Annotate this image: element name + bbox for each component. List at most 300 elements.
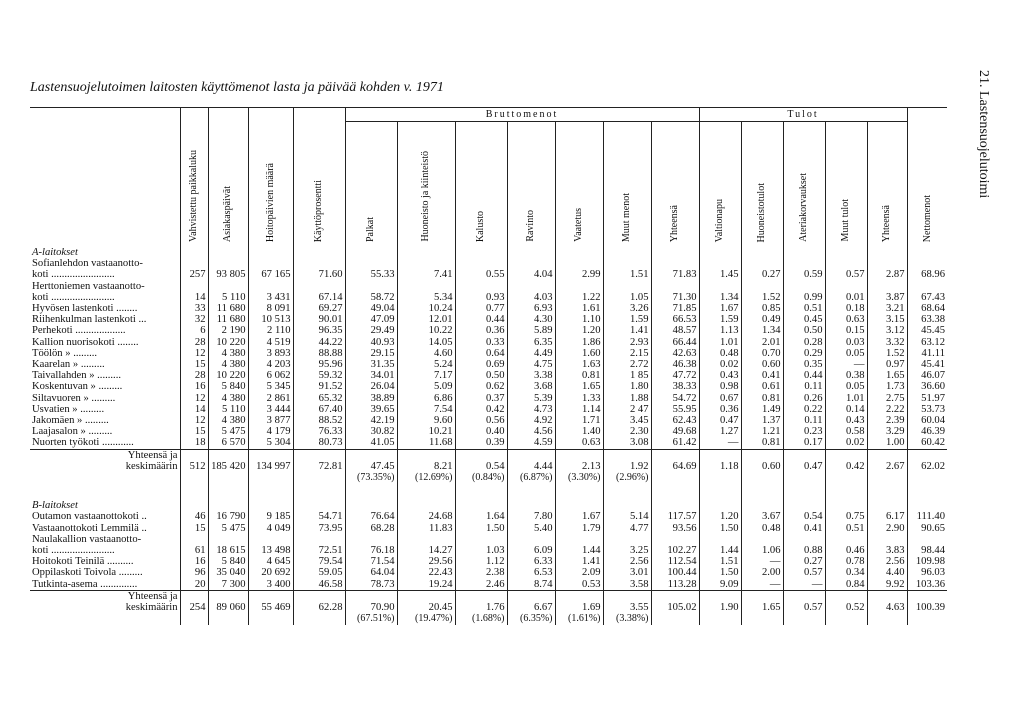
table-cell: 11 680 <box>208 314 248 325</box>
table-cell: 14.05 <box>397 337 455 348</box>
table-cell: 0.44 <box>783 370 825 381</box>
table-cell: 0.34 <box>825 567 867 578</box>
table-row <box>30 292 947 303</box>
table-cell <box>651 258 699 269</box>
row-label: Töölön » ......... <box>32 347 98 359</box>
table-cell <box>455 449 507 461</box>
table-cell <box>455 590 507 602</box>
col-header: Asiakaspäivät <box>208 108 248 245</box>
table-cell: 2 47 <box>603 404 651 415</box>
table-cell: 0.48 <box>699 348 741 359</box>
table-cell: 1.45 <box>699 269 741 280</box>
table-cell <box>507 534 555 545</box>
table-cell: 0.69 <box>455 359 507 370</box>
row-label: Perhekoti ................... <box>32 325 126 337</box>
table-cell: 1.18 <box>699 461 741 472</box>
table-row <box>30 567 947 578</box>
table-cell: 0.40 <box>455 426 507 437</box>
table-cell: 76.33 <box>293 426 345 437</box>
table-cell: 15 <box>180 523 208 534</box>
table-cell: 2.90 <box>867 523 907 534</box>
table-cell <box>867 449 907 461</box>
table-cell <box>867 281 907 292</box>
table-cell <box>208 590 248 602</box>
table-cell <box>699 613 741 624</box>
table-cell: 0.88 <box>783 545 825 556</box>
table-cell: 3.67 <box>741 511 783 522</box>
table-cell <box>180 244 208 258</box>
table-cell: 1.20 <box>699 511 741 522</box>
table-cell: 100.44 <box>651 567 699 578</box>
row-label: keskimäärin <box>125 460 178 472</box>
table-cell: 2.30 <box>603 426 651 437</box>
table-cell: 185 420 <box>208 461 248 472</box>
col-header: Palkat <box>345 122 397 245</box>
table-cell: 117.57 <box>651 511 699 522</box>
table-cell: 0.75 <box>825 511 867 522</box>
table-cell: 0.48 <box>741 523 783 534</box>
table-cell <box>603 449 651 461</box>
table-cell: 3.45 <box>603 415 651 426</box>
table-cell <box>907 244 947 258</box>
table-cell <box>180 613 208 624</box>
table-cell: 0.42 <box>455 404 507 415</box>
row-label: koti ........................ <box>32 291 115 303</box>
table-cell: 1.05 <box>603 292 651 303</box>
col-header: Käyttöprosentti <box>293 108 345 245</box>
table-row <box>30 281 947 292</box>
table-cell: 3.58 <box>603 579 651 591</box>
table-cell: 7 300 <box>208 579 248 591</box>
table-cell: 35 040 <box>208 567 248 578</box>
table-cell: 4.75 <box>507 359 555 370</box>
table-cell: 0.77 <box>455 303 507 314</box>
table-cell <box>293 281 345 292</box>
table-cell: 3.01 <box>603 567 651 578</box>
table-cell: — <box>741 579 783 591</box>
table-cell: 0.85 <box>741 303 783 314</box>
table-cell <box>345 497 397 511</box>
table-cell: 71.60 <box>293 269 345 280</box>
table-cell <box>867 590 907 602</box>
row-label: koti ........................ <box>32 269 115 281</box>
table-cell: 4 645 <box>248 556 293 567</box>
table-cell: 22.43 <box>397 567 455 578</box>
table-cell: 1.00 <box>867 437 907 449</box>
table-cell: 19.24 <box>397 579 455 591</box>
table-cell: 1.65 <box>741 602 783 613</box>
table-cell: (6.35%) <box>507 613 555 624</box>
table-cell: 0.29 <box>783 348 825 359</box>
table-cell: 0.38 <box>825 370 867 381</box>
table-cell <box>397 534 455 545</box>
table-cell: 5 475 <box>208 426 248 437</box>
table-cell: 2.75 <box>867 393 907 404</box>
table-cell <box>825 613 867 624</box>
expense-table <box>30 107 947 625</box>
table-cell <box>455 244 507 258</box>
table-cell: 0.46 <box>825 545 867 556</box>
table-cell <box>825 472 867 483</box>
table-cell: 4 049 <box>248 523 293 534</box>
table-cell: 0.67 <box>699 393 741 404</box>
table-cell: 0.81 <box>741 393 783 404</box>
table-cell: 0.49 <box>741 314 783 325</box>
table-cell <box>741 258 783 269</box>
table-cell: 3.08 <box>603 437 651 449</box>
table-cell: (2.96%) <box>603 472 651 483</box>
table-cell <box>699 590 741 602</box>
table-cell: 3 444 <box>248 404 293 415</box>
row-label: Naulakallion vastaanotto- <box>32 533 142 545</box>
table-cell: 2.87 <box>867 269 907 280</box>
table-cell: 14.27 <box>397 545 455 556</box>
row-label: Hyvösen lastenkoti ........ <box>32 303 138 315</box>
table-cell: (1.68%) <box>455 613 507 624</box>
col-header: Huoneisto ja kiinteistö <box>397 122 455 245</box>
table-cell <box>867 534 907 545</box>
table-cell: 30.82 <box>345 426 397 437</box>
row-label: Oppilaskoti Toivola ......... <box>32 567 143 579</box>
table-cell <box>867 497 907 511</box>
table-cell: 28 <box>180 370 208 381</box>
table-cell: 4.03 <box>507 292 555 303</box>
table-cell: (12.69%) <box>397 472 455 483</box>
table-cell <box>741 472 783 483</box>
table-row <box>30 449 947 461</box>
table-cell: 0.70 <box>741 348 783 359</box>
table-cell: 0.01 <box>825 292 867 303</box>
table-cell: 4.30 <box>507 314 555 325</box>
table-cell: 1.52 <box>741 292 783 303</box>
table-cell: 15 <box>180 426 208 437</box>
table-cell: 1.61 <box>555 303 603 314</box>
table-cell: 1.12 <box>455 556 507 567</box>
table-cell <box>699 534 741 545</box>
row-label: Yhteensä ja <box>30 590 180 602</box>
table-row <box>30 337 947 348</box>
table-row <box>30 437 947 449</box>
section-heading: A-laitokset <box>32 247 78 258</box>
table-cell: 3.15 <box>867 314 907 325</box>
row-label: Tutkinta-asema .............. <box>32 578 138 590</box>
table-cell <box>867 244 907 258</box>
table-cell <box>507 244 555 258</box>
table-cell: 41.11 <box>907 348 947 359</box>
table-cell: 0.63 <box>555 437 603 449</box>
table-cell: 4.73 <box>507 404 555 415</box>
table-cell: 1.01 <box>825 393 867 404</box>
table-cell <box>555 534 603 545</box>
table-cell: 11 680 <box>208 303 248 314</box>
table-cell <box>507 281 555 292</box>
table-row <box>30 314 947 325</box>
table-cell: 0.57 <box>783 567 825 578</box>
col-header: Yhteensä <box>651 122 699 245</box>
table-cell: 96 <box>180 567 208 578</box>
table-cell: 4 380 <box>208 415 248 426</box>
table-cell: 14 <box>180 404 208 415</box>
table-cell: 93 805 <box>208 269 248 280</box>
table-cell <box>555 590 603 602</box>
table-cell <box>293 244 345 258</box>
table-cell: 38.33 <box>651 381 699 392</box>
table-cell: 20.45 <box>397 602 455 613</box>
table-cell: 62.28 <box>293 602 345 613</box>
table-cell: 4.63 <box>867 602 907 613</box>
table-cell: 1.69 <box>555 602 603 613</box>
table-cell <box>825 497 867 511</box>
table-cell: 1.27 <box>699 426 741 437</box>
table-cell <box>248 281 293 292</box>
table-cell: 0.17 <box>783 437 825 449</box>
table-cell: 0.64 <box>455 348 507 359</box>
table-cell: 113.28 <box>651 579 699 591</box>
table-cell: 2 110 <box>248 325 293 336</box>
table-cell: 5 345 <box>248 381 293 392</box>
table-cell <box>651 244 699 258</box>
table-cell: 67.40 <box>293 404 345 415</box>
table-cell: 0.42 <box>825 461 867 472</box>
table-cell <box>783 258 825 269</box>
table-cell: 1.65 <box>555 381 603 392</box>
table-cell: 5.09 <box>397 381 455 392</box>
table-cell: 2.56 <box>867 556 907 567</box>
table-cell: 0.47 <box>699 415 741 426</box>
table-cell: 64.04 <box>345 567 397 578</box>
table-cell: 16 790 <box>208 511 248 522</box>
table-cell: 72.51 <box>293 545 345 556</box>
percent-row <box>30 613 947 624</box>
table-cell: 96.35 <box>293 325 345 336</box>
table-cell: (73.35%) <box>345 472 397 483</box>
table-cell <box>507 497 555 511</box>
table-cell: 1.33 <box>555 393 603 404</box>
table-cell <box>907 534 947 545</box>
col-header: Muut menot <box>603 122 651 245</box>
row-label: Kallion nuorisokoti ........ <box>32 336 139 348</box>
table-cell <box>699 472 741 483</box>
table-cell: 0.45 <box>783 314 825 325</box>
table-cell: 0.51 <box>783 303 825 314</box>
table-cell: 2.38 <box>455 567 507 578</box>
table-cell <box>397 244 455 258</box>
table-cell: 4.44 <box>507 461 555 472</box>
table-cell: 3 877 <box>248 415 293 426</box>
table-row <box>30 303 947 314</box>
table-cell <box>555 497 603 511</box>
table-cell: 5.14 <box>603 511 651 522</box>
table-cell <box>293 472 345 483</box>
table-cell: 0.50 <box>455 370 507 381</box>
table-cell: 3.87 <box>867 292 907 303</box>
table-cell: 1.50 <box>699 523 741 534</box>
table-cell: 6.67 <box>507 602 555 613</box>
table-cell: 79.54 <box>293 556 345 567</box>
row-label: Jakomäen » ......... <box>32 415 109 427</box>
table-cell: 5.89 <box>507 325 555 336</box>
table-cell: 91.52 <box>293 381 345 392</box>
table-cell: 1.79 <box>555 523 603 534</box>
table-cell <box>867 613 907 624</box>
table-cell: 1 85 <box>603 370 651 381</box>
table-row <box>30 511 947 522</box>
table-cell <box>248 497 293 511</box>
row-label: keskimäärin <box>125 602 178 614</box>
table-cell <box>180 497 208 511</box>
table-cell: 254 <box>180 602 208 613</box>
table-cell: 15 <box>180 359 208 370</box>
table-cell <box>555 449 603 461</box>
table-cell: 46 <box>180 511 208 522</box>
table-cell: 0.93 <box>455 292 507 303</box>
table-cell <box>180 472 208 483</box>
table-cell: 112.54 <box>651 556 699 567</box>
table-cell: 51.97 <box>907 393 947 404</box>
table-cell <box>651 449 699 461</box>
row-label: Sofianlehdon vastaanotto- <box>32 258 143 270</box>
row-label: Herttoniemen vastaanotto- <box>32 280 145 292</box>
table-cell: 68.28 <box>345 523 397 534</box>
table-cell: 62.43 <box>651 415 699 426</box>
table-cell <box>248 590 293 602</box>
table-cell <box>741 281 783 292</box>
table-cell <box>180 281 208 292</box>
table-cell: 2.67 <box>867 461 907 472</box>
table-cell: (67.51%) <box>345 613 397 624</box>
table-cell <box>741 497 783 511</box>
table-cell: — <box>741 556 783 567</box>
table-cell: 63.12 <box>907 337 947 348</box>
table-cell: — <box>783 579 825 591</box>
table-cell: 49.04 <box>345 303 397 314</box>
table-cell: 4 380 <box>208 359 248 370</box>
table-cell: 3.21 <box>867 303 907 314</box>
table-cell <box>907 472 947 483</box>
table-cell: 95.96 <box>293 359 345 370</box>
table-cell <box>699 497 741 511</box>
table-cell: 2.46 <box>455 579 507 591</box>
table-cell: 0.81 <box>741 437 783 449</box>
table-cell: 0.02 <box>699 359 741 370</box>
table-cell: 5 840 <box>208 556 248 567</box>
table-cell <box>699 244 741 258</box>
table-cell: 67.43 <box>907 292 947 303</box>
table-cell: 4.92 <box>507 415 555 426</box>
col-header: Nettomenot <box>907 108 947 245</box>
table-cell: 76.64 <box>345 511 397 522</box>
table-cell: 0.99 <box>783 292 825 303</box>
table-cell: 16 <box>180 381 208 392</box>
table-cell <box>825 258 867 269</box>
table-cell: 0.37 <box>455 393 507 404</box>
table-cell: 9.09 <box>699 579 741 591</box>
table-cell <box>603 258 651 269</box>
col-header: Kalusto <box>455 122 507 245</box>
table-cell <box>825 590 867 602</box>
table-cell: 71.30 <box>651 292 699 303</box>
table-cell <box>741 449 783 461</box>
table-cell: 54.71 <box>293 511 345 522</box>
table-cell: 0.44 <box>455 314 507 325</box>
table-cell <box>555 258 603 269</box>
table-cell: 4.60 <box>397 348 455 359</box>
table-cell: 3.32 <box>867 337 907 348</box>
table-cell: 5.39 <box>507 393 555 404</box>
table-cell: 109.98 <box>907 556 947 567</box>
table-cell: 61.42 <box>651 437 699 449</box>
section-row <box>30 497 947 511</box>
table-cell: 18 <box>180 437 208 449</box>
table-cell: 1.34 <box>699 292 741 303</box>
table-cell: 0.54 <box>783 511 825 522</box>
table-cell: 2.93 <box>603 337 651 348</box>
table-cell: 44.22 <box>293 337 345 348</box>
table-cell <box>208 258 248 269</box>
table-cell: 90.65 <box>907 523 947 534</box>
table-cell: 0.78 <box>825 556 867 567</box>
table-cell: 69.27 <box>293 303 345 314</box>
table-cell: 49.68 <box>651 426 699 437</box>
table-cell: 9.92 <box>867 579 907 591</box>
table-cell: 3.29 <box>867 426 907 437</box>
table-cell: 63.38 <box>907 314 947 325</box>
table-cell: 71.83 <box>651 269 699 280</box>
table-cell: 1.86 <box>555 337 603 348</box>
table-cell <box>867 258 907 269</box>
row-label: Usvatien » ......... <box>32 403 105 415</box>
table-row <box>30 545 947 556</box>
table-cell: 1.44 <box>555 545 603 556</box>
table-cell: 0.57 <box>783 602 825 613</box>
table-cell <box>345 244 397 258</box>
table-cell: 55.33 <box>345 269 397 280</box>
table-cell: 11.68 <box>397 437 455 449</box>
table-cell: 1.37 <box>741 415 783 426</box>
table-cell: 105.02 <box>651 602 699 613</box>
table-cell: 0.41 <box>783 523 825 534</box>
header-corner <box>30 108 180 245</box>
table-cell <box>507 258 555 269</box>
table-cell <box>455 281 507 292</box>
table-cell <box>603 534 651 545</box>
col-header: Ravinto <box>507 122 555 245</box>
table-cell: 12 <box>180 393 208 404</box>
table-cell <box>248 472 293 483</box>
table-cell: 78.73 <box>345 579 397 591</box>
table-cell: 9 185 <box>248 511 293 522</box>
table-cell <box>248 613 293 624</box>
table-cell: 0.43 <box>699 370 741 381</box>
table-cell <box>783 534 825 545</box>
side-label: 21. Lastensuojelutoimi <box>976 70 991 199</box>
table-row <box>30 258 947 269</box>
table-cell: 4.40 <box>867 567 907 578</box>
table-cell <box>907 590 947 602</box>
table-cell: 46.38 <box>651 359 699 370</box>
table-cell: 16 <box>180 556 208 567</box>
table-cell: 1.13 <box>699 325 741 336</box>
table-cell: 1.65 <box>867 370 907 381</box>
table-cell: 3.12 <box>867 325 907 336</box>
table-cell: 512 <box>180 461 208 472</box>
table-cell: 1.63 <box>555 359 603 370</box>
table-cell: 10 513 <box>248 314 293 325</box>
table-cell: 111.40 <box>907 511 947 522</box>
table-cell: 47.72 <box>651 370 699 381</box>
table-cell <box>741 590 783 602</box>
table-cell <box>397 590 455 602</box>
